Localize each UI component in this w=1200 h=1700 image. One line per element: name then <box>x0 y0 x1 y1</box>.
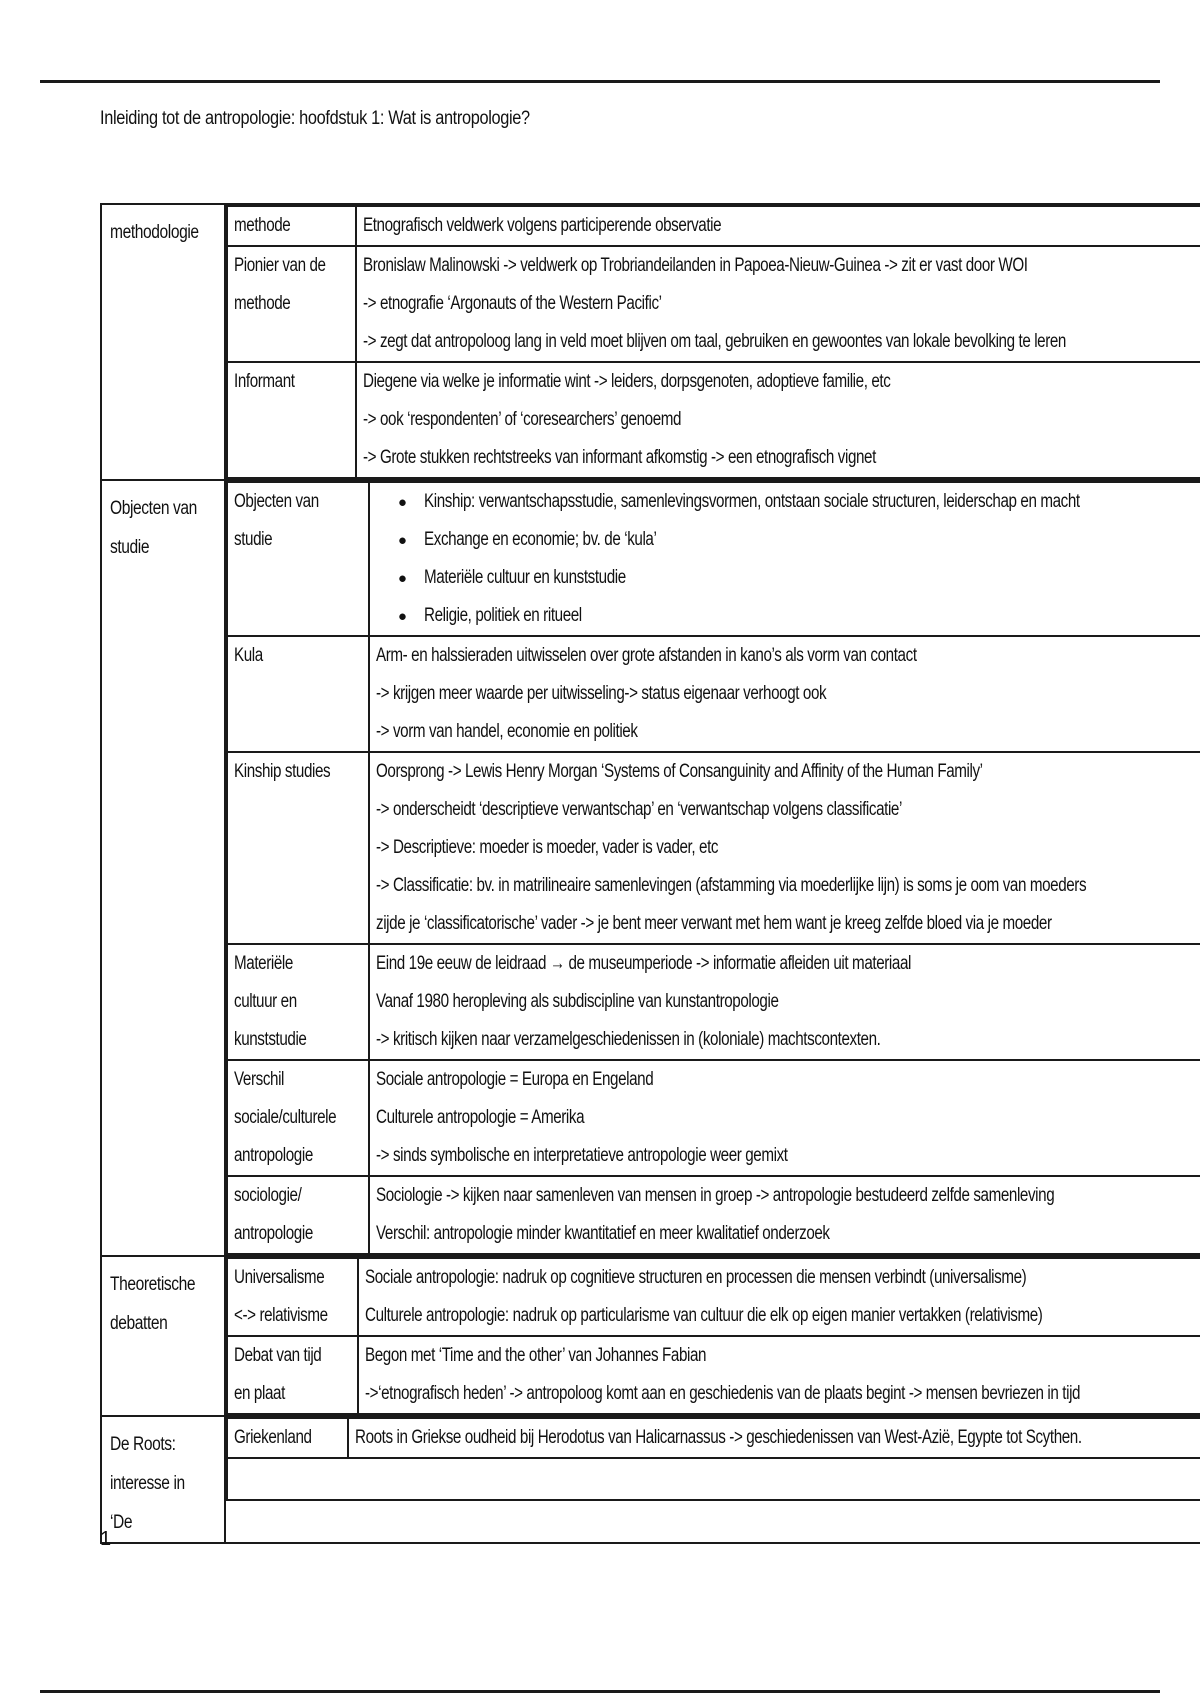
bullet-item <box>376 597 1200 635</box>
topic-term-text: en plaat <box>234 1383 285 1404</box>
description-text: zijde je ‘classificatorische’ vader -> je bent meer verwant met hem want je kreeg zelfde bloed via je moeder <box>375 913 1052 934</box>
description-line <box>376 1061 1200 1099</box>
section-label-line: De Roots: <box>110 1434 176 1455</box>
topic-term <box>227 1176 369 1254</box>
topic-term <box>227 752 369 944</box>
topic-term-line <box>234 1215 362 1253</box>
topic-term <box>227 1258 358 1336</box>
section-subtable <box>226 205 1200 479</box>
topic-term <box>227 246 355 362</box>
topic-term-line <box>234 363 348 401</box>
description-text: -> Descriptieve: moeder is moeder, vader is vader, etc <box>375 837 718 858</box>
description-line <box>376 1021 1200 1059</box>
description-line <box>376 1215 1200 1253</box>
description-line <box>363 363 1200 401</box>
bullet-icon: ● <box>397 532 407 549</box>
description-line <box>363 439 1200 477</box>
topic-term-line <box>234 1021 362 1059</box>
description-text: -> Classificatie: bv. in matrilineaire samenlevingen (afstamming via moederlijke lijn) is soms je oom van moeders <box>375 875 1087 896</box>
bullet-icon: ● <box>397 494 407 511</box>
section-body <box>226 1257 1200 1417</box>
description-line <box>376 637 1200 675</box>
description-text: Sociologie -> kijken naar samenleven van mensen in groep -> antropologie bestudeerd zelfde samenleving <box>375 1185 1055 1206</box>
topic-description <box>369 1060 1200 1176</box>
topic-term-text: Universalisme <box>234 1267 325 1288</box>
description-line <box>363 207 1200 245</box>
description-text: -> kritisch kijken naar verzamelgeschiedenissen in (koloniale) machtscontexten. <box>375 1029 881 1050</box>
description-text: Roots in Griekse oudheid bij Herodotus van Halicarnassus -> geschiedenissen van West-Azië, Egypte tot Scythen. <box>355 1427 1082 1448</box>
topic-description <box>369 482 1200 636</box>
section-body <box>226 1417 1200 1542</box>
topic-row <box>227 1336 1200 1414</box>
description-text: -> ook ‘respondenten’ of ‘coresearchers’ genoemd <box>362 409 681 430</box>
topic-row <box>227 246 1200 362</box>
description-line <box>376 713 1200 751</box>
description-line <box>376 867 1200 905</box>
description-line <box>376 1137 1200 1175</box>
description-text: Culturele antropologie: nadruk op particularisme van cultuur die elk op eigen manier vertakken (relativisme) <box>365 1305 1043 1326</box>
topic-description <box>369 944 1200 1060</box>
topic-description <box>348 1418 1200 1458</box>
topic-term <box>227 1418 348 1458</box>
topic-term-text: sociale/culturele <box>234 1107 337 1128</box>
description-line <box>365 1259 1200 1297</box>
topic-term-text: methode <box>234 215 291 236</box>
topic-term-line <box>234 1177 362 1215</box>
bullet-item <box>376 483 1200 521</box>
description-line <box>363 285 1200 323</box>
topic-term-text: Debat van tijd <box>234 1345 322 1366</box>
topic-row <box>227 944 1200 1060</box>
topic-row <box>227 482 1200 636</box>
topic-term-line <box>234 247 348 285</box>
topic-row <box>227 1258 1200 1336</box>
bottom-rule <box>40 1690 1160 1693</box>
description-text: Sociale antropologie: nadruk op cognitieve structuren en processen die mensen verbindt (universalisme) <box>365 1267 1027 1288</box>
section-label-line: debatten <box>110 1313 168 1334</box>
section-label <box>102 1417 226 1542</box>
topic-term-line <box>234 1375 351 1413</box>
topic-term-text: Materiële <box>234 953 294 974</box>
description-text: Sociale antropologie = Europa en Engeland <box>375 1069 654 1090</box>
topic-term-line <box>234 1297 351 1335</box>
section-body <box>226 481 1200 1257</box>
description-line <box>376 829 1200 867</box>
description-line <box>376 753 1200 791</box>
bullet-text: Materiële cultuur en kunststudie <box>423 567 626 588</box>
topic-term-line <box>234 207 348 245</box>
topic-term <box>227 1060 369 1176</box>
topic-term-text: sociologie/ <box>234 1185 302 1206</box>
section-subtable <box>226 1417 1200 1501</box>
topic-term-text: Kinship studies <box>234 761 331 782</box>
description-line <box>376 791 1200 829</box>
topic-term <box>227 636 369 752</box>
description-line <box>363 247 1200 285</box>
description-text: -> Grote stukken rechtstreeks van informant afkomstig -> een etnografisch vignet <box>362 447 876 468</box>
description-line <box>363 401 1200 439</box>
topic-term-line <box>234 983 362 1021</box>
topic-term-line <box>234 1137 362 1175</box>
page-number: 1 <box>100 1528 112 1550</box>
topic-term-text: Verschil <box>234 1069 285 1090</box>
topic-term <box>227 482 369 636</box>
topic-term-line <box>234 753 362 791</box>
section-label <box>102 1257 226 1417</box>
section-row <box>102 481 1200 1257</box>
description-line <box>376 905 1200 943</box>
description-text: -> etnografie ‘Argonauts of the Western Pacific’ <box>362 293 662 314</box>
section-body <box>226 205 1200 481</box>
topic-term-text: Objecten van <box>234 491 319 512</box>
topic-term-text: cultuur en <box>234 991 297 1012</box>
topic-term-text: methode <box>234 293 291 314</box>
topic-description <box>369 1176 1200 1254</box>
description-text: -> krijgen meer waarde per uitwisseling-> status eigenaar verhoogt ook <box>375 683 827 704</box>
section-label <box>102 481 226 1257</box>
section-subtable <box>226 481 1200 1255</box>
bullet-item <box>376 559 1200 597</box>
description-line <box>376 1177 1200 1215</box>
bullet-icon: ● <box>397 570 407 587</box>
topic-term-line <box>234 1061 362 1099</box>
description-text: Eind 19e eeuw de leidraad → de museumperiode -> informatie afleiden uit materiaal <box>375 953 911 974</box>
section-label-line: methodologie <box>110 222 199 243</box>
topic-row <box>227 1176 1200 1254</box>
section-label <box>102 205 226 481</box>
topic-row <box>227 362 1200 478</box>
topic-term-line <box>234 1259 351 1297</box>
description-text: Arm- en halssieraden uitwisselen over grote afstanden in kano’s als vorm van contact <box>375 645 917 666</box>
topic-description <box>358 1258 1200 1336</box>
topic-term-text: Griekenland <box>234 1427 312 1448</box>
topic-term <box>227 206 355 246</box>
description-text: -> sinds symbolische en interpretatieve antropologie weer gemixt <box>375 1145 788 1166</box>
topic-description <box>369 752 1200 944</box>
description-line <box>363 323 1200 361</box>
topic-term-text: <-> relativisme <box>234 1305 328 1326</box>
topic-term-line <box>234 1337 351 1375</box>
bullet-item <box>376 521 1200 559</box>
description-text: Etnografisch veldwerk volgens participerende observatie <box>362 215 721 236</box>
document-title: Inleiding tot de antropologie: hoofdstuk 1: Wat is antropologie? <box>100 108 530 129</box>
topic-term-text: antropologie <box>234 1223 313 1244</box>
top-rule <box>40 80 1160 83</box>
section-label-line: Theoretische <box>110 1274 196 1295</box>
topic-term-line <box>234 1419 341 1457</box>
topic-term-text: studie <box>234 529 273 550</box>
description-text: -> vorm van handel, economie en politiek <box>375 721 638 742</box>
topic-term-text: antropologie <box>234 1145 313 1166</box>
section-label-line: interesse in ‘De <box>110 1473 185 1533</box>
section-row <box>102 1417 1200 1542</box>
description-line <box>355 1419 1200 1457</box>
topic-description <box>369 636 1200 752</box>
description-text: Bronislaw Malinowski -> veldwerk op Trobriandeilanden in Papoea-Nieuw-Guinea -> zit er vast door WOI <box>362 255 1028 276</box>
description-text: Verschil: antropologie minder kwantitatief en meer kwalitatief onderzoek <box>375 1223 830 1244</box>
description-text: Diegene via welke je informatie wint -> leiders, dorpsgenoten, adoptieve familie, etc <box>362 371 890 392</box>
section-row <box>102 205 1200 481</box>
topic-term-text: Kula <box>234 645 263 666</box>
description-line <box>365 1375 1200 1413</box>
topic-term-line <box>234 1099 362 1137</box>
section-subtable <box>226 1257 1200 1415</box>
topic-description <box>356 246 1200 362</box>
description-line <box>365 1337 1200 1375</box>
topic-term-line <box>234 945 362 983</box>
section-label-line: Objecten van <box>110 498 197 519</box>
topic-term <box>227 362 355 478</box>
description-text: ->‘etnografisch heden’ -> antropoloog komt aan en geschiedenis van de plaats begint -> mensen bevriezen in tijd <box>365 1383 1081 1404</box>
bullet-text: Exchange en economie; bv. de ‘kula’ <box>423 529 657 550</box>
description-line <box>365 1297 1200 1335</box>
topic-description <box>358 1336 1200 1414</box>
notes-table <box>100 203 1200 1544</box>
description-line <box>376 675 1200 713</box>
topic-term-text: Informant <box>234 371 295 392</box>
topic-row <box>227 1060 1200 1176</box>
description-line <box>376 1099 1200 1137</box>
bullet-text: Religie, politiek en ritueel <box>423 605 582 626</box>
topic-row <box>227 752 1200 944</box>
bullet-icon: ● <box>397 608 407 625</box>
topic-term-line <box>234 637 362 675</box>
section-label-line: studie <box>110 537 150 558</box>
description-text: Vanaf 1980 heropleving als subdiscipline van kunstantropologie <box>375 991 779 1012</box>
description-line <box>376 983 1200 1021</box>
section-row <box>102 1257 1200 1417</box>
topic-row <box>227 636 1200 752</box>
description-text: Begon met ‘Time and the other’ van Johannes Fabian <box>365 1345 707 1366</box>
topic-description <box>356 362 1200 478</box>
bullet-text: Kinship: verwantschapsstudie, samenlevingsvormen, ontstaan sociale structuren, leiderschap en macht <box>423 491 1080 512</box>
topic-term <box>227 1336 358 1414</box>
topic-term-text: kunststudie <box>234 1029 307 1050</box>
empty-row <box>227 1458 1200 1500</box>
topic-term-text: Pionier van de <box>234 255 326 276</box>
empty-cell <box>227 1458 1200 1500</box>
topic-term-line <box>234 483 362 521</box>
topic-term <box>227 944 369 1060</box>
description-line <box>376 945 1200 983</box>
topic-term-line <box>234 285 348 323</box>
topic-term-line <box>234 521 362 559</box>
topic-row <box>227 1418 1200 1458</box>
topic-row <box>227 206 1200 246</box>
description-text: Oorsprong -> Lewis Henry Morgan ‘Systems of Consanguinity and Affinity of the Human Family’ <box>375 761 983 782</box>
description-text: -> onderscheidt ‘descriptieve verwantschap’ en ‘verwantschap volgens classificatie’ <box>375 799 902 820</box>
description-text: -> zegt dat antropoloog lang in veld moet blijven om taal, gebruiken en gewoontes van lokale bevolking te leren <box>362 331 1066 352</box>
description-text: Culturele antropologie = Amerika <box>375 1107 584 1128</box>
topic-description <box>356 206 1200 246</box>
